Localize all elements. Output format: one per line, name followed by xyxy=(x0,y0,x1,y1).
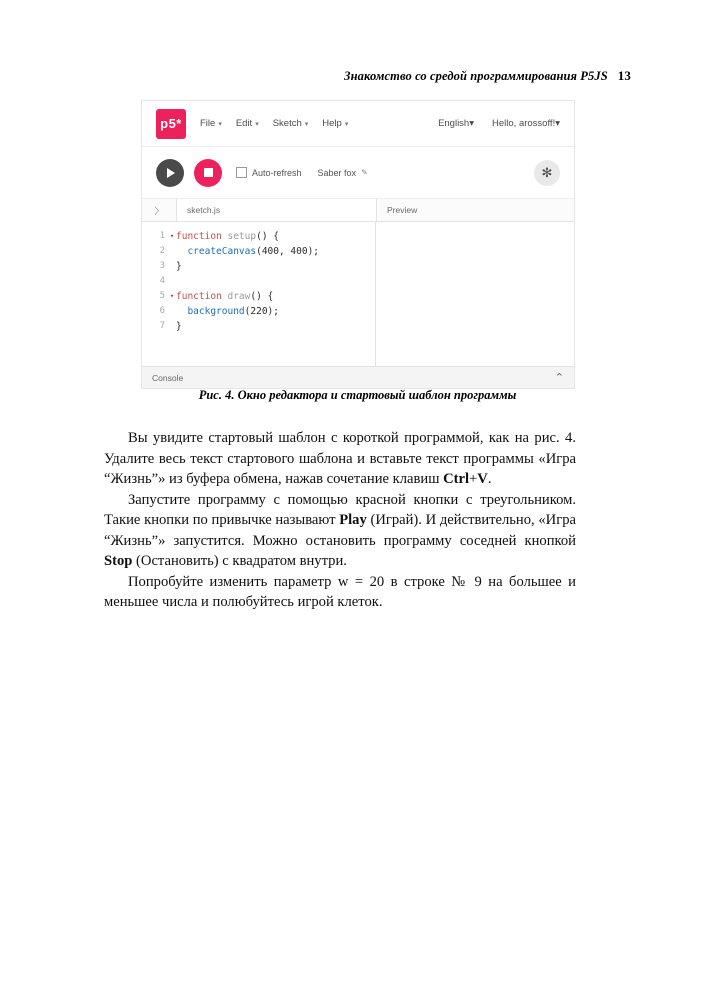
line-number: 4 xyxy=(159,276,165,286)
console-label: Console xyxy=(152,372,184,383)
chevron-up-icon[interactable]: ⌃ xyxy=(554,372,564,384)
code-token: createCanvas xyxy=(187,246,257,257)
line-number: 5 xyxy=(159,291,165,301)
chevron-down-icon: ▾ xyxy=(218,121,222,128)
pencil-icon: ✎ xyxy=(361,168,368,177)
chevron-down-icon: ▾ xyxy=(344,121,349,128)
line-number: 1 xyxy=(159,231,165,241)
chevron-down-icon: ▾ xyxy=(555,118,560,129)
code-token: function xyxy=(176,231,228,242)
fold-arrow-icon[interactable] xyxy=(168,304,176,319)
tab-sketch-js[interactable] xyxy=(177,199,377,221)
code-token: () { xyxy=(250,291,274,302)
code-token: background xyxy=(187,306,245,317)
figure-p5-editor xyxy=(141,100,575,389)
text-run: + xyxy=(469,471,478,487)
console-bar[interactable] xyxy=(142,366,574,388)
tab-sketch-js-label: sketch.js xyxy=(187,205,221,215)
code-line xyxy=(142,304,375,319)
code-token: draw xyxy=(227,291,251,302)
menu-edit-label: Edit xyxy=(235,118,253,129)
editor-body xyxy=(142,222,574,366)
code-token: setup xyxy=(227,231,257,242)
paragraph xyxy=(104,490,576,572)
fold-arrow-icon[interactable]: ▾ xyxy=(169,292,175,300)
sidebar-toggle-button[interactable] xyxy=(142,199,177,221)
code-line xyxy=(142,319,375,334)
sketch-name-value: Saber fox xyxy=(317,167,357,178)
menu-file-label: File xyxy=(200,118,216,129)
line-number: 6 xyxy=(159,306,165,316)
code-token xyxy=(176,304,187,319)
menu-file[interactable] xyxy=(200,118,222,129)
line-number: 2 xyxy=(159,246,165,256)
text-run: (Остановить) с квадратом внутри. xyxy=(132,553,347,569)
code-token: (400, 400); xyxy=(256,246,320,257)
editor-menubar xyxy=(142,101,574,147)
play-button[interactable] xyxy=(156,159,184,187)
auto-refresh-checkbox[interactable] xyxy=(236,167,302,178)
menu-account-label: Hello, arossoff! xyxy=(492,118,556,129)
code-token: (220); xyxy=(244,306,279,317)
line-number: 7 xyxy=(159,321,165,331)
play-icon xyxy=(167,168,175,178)
code-token: function xyxy=(176,291,228,302)
figure-caption: Рис. 4. Окно редактора и стартовый шаблон программы xyxy=(198,388,517,402)
code-line xyxy=(142,289,375,304)
code-token xyxy=(176,244,187,259)
chevron-right-icon: 〉 xyxy=(154,205,164,216)
fold-arrow-icon[interactable] xyxy=(168,319,176,334)
checkbox-icon xyxy=(236,167,247,178)
menu-sketch[interactable] xyxy=(273,118,309,129)
text-run: Запустите программу с помощью красной кнопки с треугольником. Такие кнопки по привычке называют xyxy=(104,491,576,528)
menu-help[interactable] xyxy=(322,118,348,129)
editor-tabstrip xyxy=(142,199,574,222)
text-run: Попробуйте изменить параметр w = 20 в строке № 9 на большее и меньшее числа и полюбуйтесь игрой клеток. xyxy=(104,573,576,610)
code-token: } xyxy=(176,321,182,332)
settings-button[interactable] xyxy=(534,160,560,186)
paragraph xyxy=(104,572,576,613)
body-text xyxy=(104,428,576,613)
code-line xyxy=(142,244,375,259)
paragraph xyxy=(104,428,576,490)
fold-arrow-icon[interactable] xyxy=(168,274,176,289)
line-number: 3 xyxy=(159,261,165,271)
text-run: (Играй). И действительно, «Игра “Жизнь”» запустится. Можно остановить программу соседней кнопкой xyxy=(104,512,576,549)
gear-icon: ✻ xyxy=(541,165,553,180)
auto-refresh-label: Auto-refresh xyxy=(252,167,302,178)
tab-preview[interactable] xyxy=(377,199,574,221)
menu-help-label: Help xyxy=(322,118,342,129)
bold-text: Ctrl xyxy=(443,471,470,487)
text-run: . xyxy=(487,471,492,487)
sketch-name-field[interactable] xyxy=(318,168,368,178)
code-line xyxy=(142,274,375,289)
menu-language[interactable] xyxy=(438,118,474,129)
code-token: () { xyxy=(256,231,279,242)
page-number: 13 xyxy=(617,68,631,83)
fold-arrow-icon[interactable] xyxy=(168,244,176,259)
chevron-down-icon: ▾ xyxy=(469,118,475,129)
chevron-down-icon: ▾ xyxy=(255,121,259,128)
bold-text: Play xyxy=(339,512,367,528)
tab-preview-label: Preview xyxy=(387,205,418,215)
code-line xyxy=(142,229,375,244)
text-run: Вы увидите стартовый шаблон с короткой программой, как на рис. 4. Удалите весь текст стартового шаблона и вставьте текст программы «Игра “Жизнь”» из буфера обмена, нажав сочетание клавиш xyxy=(104,430,576,487)
stop-button[interactable] xyxy=(194,159,222,187)
running-header xyxy=(0,68,715,84)
fold-arrow-icon[interactable] xyxy=(168,259,176,274)
fold-arrow-icon[interactable]: ▾ xyxy=(169,232,175,240)
preview-pane xyxy=(376,222,574,366)
menu-language-label: English xyxy=(438,118,470,129)
code-token: } xyxy=(176,261,182,272)
code-editor[interactable] xyxy=(142,222,376,366)
p5-logo: p5* xyxy=(156,109,186,139)
menu-account[interactable] xyxy=(492,118,560,129)
editor-toolbar xyxy=(142,147,574,199)
menu-edit[interactable] xyxy=(236,118,259,129)
running-header-title: Знакомство со средой программирования P5JS xyxy=(344,69,608,83)
bold-text: Stop xyxy=(104,553,133,569)
bold-text: V xyxy=(477,471,488,487)
code-line xyxy=(142,259,375,274)
menu-sketch-label: Sketch xyxy=(272,118,302,129)
chevron-down-icon: ▾ xyxy=(304,121,309,128)
stop-icon xyxy=(204,168,213,177)
